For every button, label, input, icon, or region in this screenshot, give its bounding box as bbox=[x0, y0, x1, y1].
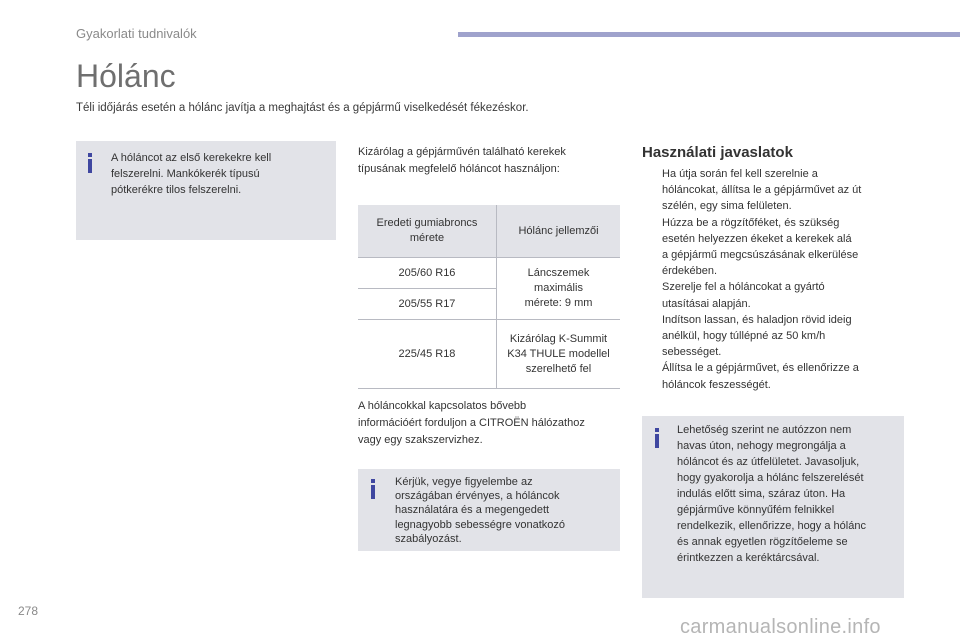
table-header-chain-spec: Hólánc jellemzői bbox=[497, 205, 621, 258]
middle-info-box bbox=[358, 469, 620, 551]
middle-intro: Kizárólag a gépjárművén található kerekek típusának megfelelő hóláncot használjon: bbox=[358, 146, 566, 175]
page-intro: Téli időjárás esetén a hólánc javítja a meghajtást és a gépjármű viselkedését fékezéskor. bbox=[76, 102, 529, 114]
middle-contact-text: A hóláncokkal kapcsolatos bővebb információért forduljon a CITROËN hálózathoz vagy egy szakszervizhez. bbox=[358, 400, 585, 446]
header-accent-bar bbox=[458, 32, 960, 37]
table-cell-size: 225/45 R18 bbox=[358, 320, 497, 389]
table-header-tire-size: Eredeti gumiabroncs mérete bbox=[358, 205, 497, 258]
table-cell-size: 205/60 R16 bbox=[358, 258, 497, 289]
page-number: 278 bbox=[18, 604, 39, 618]
page-title: Hólánc bbox=[76, 58, 176, 94]
table-row bbox=[358, 258, 620, 289]
info-icon bbox=[371, 479, 375, 501]
list-item: Állítsa le a gépjárművet, és ellenőrizze a hóláncok feszességét. bbox=[662, 362, 859, 391]
watermark: carmanualsonline.info bbox=[680, 616, 881, 638]
left-info-text: A hóláncot az első kerekekre kell felszerelni. Mankókerék típusú pótkerékre tilos felszerelni. bbox=[111, 152, 272, 196]
table-cell-spec: Láncszemek maximális mérete: 9 mm bbox=[497, 258, 621, 320]
usage-tips-list bbox=[642, 166, 907, 393]
section-label: Gyakorlati tudnivalók bbox=[76, 26, 197, 41]
right-info-text: Lehetőség szerint ne autózzon nem havas úton, nehogy megrongálja a hóláncot és az útfelületet. Javasoljuk, hogy gyakorolja a hólánc felszerelését indulás előtt sima, száraz úton. Ha gépjárműve könnyűfém felnikkel rendelkezik, ellenőrizze, hogy a hólánc és annak egyetlen rögzítőeleme se érintkezzen a keréktárcsával. bbox=[677, 424, 866, 564]
list-item: Szerelje fel a hóláncokat a gyártó utasításai alapján. bbox=[662, 281, 825, 310]
table-header-row bbox=[358, 205, 620, 258]
list-item: Húzza be a rögzítőféket, és szükség esetén helyezzen ékeket a kerekek alá a gépjármű megcsúszásának elkerülése érdekében. bbox=[662, 216, 859, 278]
left-info-box bbox=[76, 141, 336, 240]
table-row bbox=[358, 320, 620, 389]
info-icon bbox=[88, 153, 92, 175]
right-heading: Használati javaslatok bbox=[642, 144, 793, 161]
snow-chain-table bbox=[358, 205, 620, 389]
list-item: Indítson lassan, és haladjon rövid ideig anélkül, hogy túllépné az 50 km/h sebességet. bbox=[662, 313, 852, 359]
middle-info-text: Kérjük, vegye figyelembe az országában érvényes, a hóláncok használatára és a megengedett legnagyobb sebességre vonatkozó szabályozást. bbox=[395, 476, 566, 545]
right-info-box bbox=[642, 416, 904, 598]
table-cell-spec: Kizárólag K-Summit K34 THULE modellel szerelhető fel bbox=[497, 320, 621, 389]
list-item: Ha útja során fel kell szerelnie a hóláncokat, állítsa le a gépjárművet az út szélén, egy sima felületen. bbox=[662, 168, 862, 213]
table-cell-size: 205/55 R17 bbox=[358, 289, 497, 320]
info-icon bbox=[655, 428, 659, 450]
